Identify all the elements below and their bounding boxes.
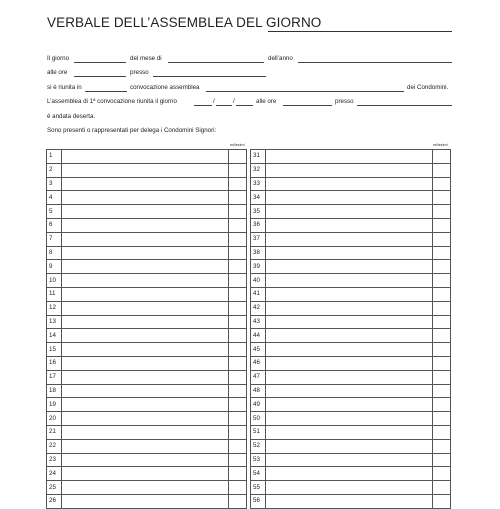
table-row [251, 467, 451, 481]
millesimi-cell[interactable] [433, 356, 451, 370]
condomino-name-cell[interactable] [62, 287, 229, 301]
millesimi-cell[interactable] [229, 412, 247, 426]
row-number: 35 [251, 205, 266, 219]
table-row [251, 412, 451, 426]
row-number: 31 [251, 150, 266, 164]
condomino-name-cell[interactable] [62, 412, 229, 426]
row-number: 53 [251, 453, 266, 467]
millesimi-cell[interactable] [229, 177, 247, 191]
table-row [47, 246, 247, 260]
condomino-name-cell[interactable] [266, 481, 433, 495]
millesimi-cell[interactable] [433, 246, 451, 260]
table-row [251, 246, 451, 260]
millesimi-cell[interactable] [433, 370, 451, 384]
table-row [47, 343, 247, 357]
row-number: 15 [47, 343, 62, 357]
millesimi-cell[interactable] [229, 356, 247, 370]
row-number: 41 [251, 287, 266, 301]
condomino-name-cell[interactable] [266, 329, 433, 343]
millesimi-cell[interactable] [229, 287, 247, 301]
millesimi-cell[interactable] [229, 205, 247, 219]
millesimi-cell[interactable] [229, 301, 247, 315]
condomino-name-cell[interactable] [266, 218, 433, 232]
row-number: 8 [47, 246, 62, 260]
row-number: 10 [47, 274, 62, 288]
table-row [251, 439, 451, 453]
millesimi-cell[interactable] [229, 315, 247, 329]
label-del-mese: del mese di [130, 55, 162, 62]
table-row [251, 191, 451, 205]
table-row [251, 274, 451, 288]
table-row [47, 384, 247, 398]
condomino-name-cell[interactable] [62, 150, 229, 164]
table-row [251, 150, 451, 164]
millesimi-cell[interactable] [433, 412, 451, 426]
row-number: 42 [251, 301, 266, 315]
table-row [251, 232, 451, 246]
millesimi-cell[interactable] [433, 439, 451, 453]
condomino-name-cell[interactable] [62, 439, 229, 453]
condomino-name-cell[interactable] [62, 453, 229, 467]
label-riunita-in: si è riunita in [47, 84, 82, 91]
row-number: 18 [47, 384, 62, 398]
condomino-name-cell[interactable] [62, 301, 229, 315]
millesimi-cell[interactable] [433, 218, 451, 232]
condomino-name-cell[interactable] [62, 467, 229, 481]
condomino-name-cell[interactable] [266, 191, 433, 205]
row-number: 46 [251, 356, 266, 370]
condomino-name-cell[interactable] [266, 274, 433, 288]
millesimi-cell[interactable] [433, 494, 451, 508]
millesimi-cell[interactable] [433, 425, 451, 439]
row-number: 45 [251, 343, 266, 357]
row-number: 3 [47, 177, 62, 191]
table-row [251, 384, 451, 398]
condomino-name-cell[interactable] [62, 274, 229, 288]
row-number: 47 [251, 370, 266, 384]
row-number: 4 [47, 191, 62, 205]
millesimi-cell[interactable] [229, 370, 247, 384]
table-row [47, 439, 247, 453]
row-number: 37 [251, 232, 266, 246]
condomino-name-cell[interactable] [62, 260, 229, 274]
millesimi-cell[interactable] [229, 439, 247, 453]
condomino-name-cell[interactable] [62, 343, 229, 357]
row-number: 44 [251, 329, 266, 343]
field-prima-ore[interactable] [283, 105, 332, 106]
table-row [47, 494, 247, 508]
row-number: 52 [251, 439, 266, 453]
millesimi-header: millesimi [433, 143, 448, 147]
field-tipo-assemblea[interactable] [206, 91, 404, 92]
condomino-name-cell[interactable] [266, 370, 433, 384]
field-mese[interactable] [168, 62, 264, 63]
millesimi-cell[interactable] [229, 163, 247, 177]
table-row [251, 494, 451, 508]
millesimi-cell[interactable] [229, 467, 247, 481]
condomino-name-cell[interactable] [266, 467, 433, 481]
label-alle-ore: alle ore [47, 69, 68, 76]
table-row [251, 370, 451, 384]
row-number: 49 [251, 398, 266, 412]
label-il-giorno: Il giorno [47, 55, 70, 62]
row-number: 39 [251, 260, 266, 274]
condomino-name-cell[interactable] [62, 398, 229, 412]
field-prima-giorno[interactable] [194, 105, 212, 106]
row-number: 1 [47, 150, 62, 164]
table-row [251, 163, 451, 177]
millesimi-cell[interactable] [433, 315, 451, 329]
millesimi-cell[interactable] [433, 163, 451, 177]
millesimi-cell[interactable] [229, 398, 247, 412]
millesimi-cell[interactable] [433, 301, 451, 315]
millesimi-cell[interactable] [433, 343, 451, 357]
table-row [47, 274, 247, 288]
field-convocazione-numero[interactable] [85, 91, 127, 92]
condomino-name-cell[interactable] [62, 329, 229, 343]
condomino-name-cell[interactable] [266, 453, 433, 467]
row-number: 9 [47, 260, 62, 274]
millesimi-cell[interactable] [229, 218, 247, 232]
row-number: 54 [251, 467, 266, 481]
table-row [251, 453, 451, 467]
row-number: 13 [47, 315, 62, 329]
condomino-name-cell[interactable] [266, 287, 433, 301]
millesimi-cell[interactable] [229, 191, 247, 205]
millesimi-cell[interactable] [229, 232, 247, 246]
table-row [251, 287, 451, 301]
condomino-name-cell[interactable] [62, 163, 229, 177]
table-row [47, 218, 247, 232]
row-number: 25 [47, 481, 62, 495]
table-row [251, 398, 451, 412]
table-row [47, 356, 247, 370]
table-row [47, 150, 247, 164]
millesimi-cell[interactable] [433, 205, 451, 219]
table-row [251, 343, 451, 357]
row-number: 48 [251, 384, 266, 398]
condomino-name-cell[interactable] [62, 205, 229, 219]
millesimi-cell[interactable] [433, 453, 451, 467]
millesimi-cell[interactable] [433, 384, 451, 398]
condomino-name-cell[interactable] [266, 412, 433, 426]
row-number: 6 [47, 218, 62, 232]
row-number: 23 [47, 453, 62, 467]
table-row [47, 287, 247, 301]
table-row [47, 425, 247, 439]
condomini-table-right [250, 149, 451, 509]
row-number: 34 [251, 191, 266, 205]
table-row [47, 163, 247, 177]
condomino-name-cell[interactable] [62, 218, 229, 232]
label-presso: presso [130, 69, 149, 76]
table-row [47, 301, 247, 315]
table-row [251, 425, 451, 439]
table-row [47, 370, 247, 384]
millesimi-cell[interactable] [229, 260, 247, 274]
row-number: 24 [47, 467, 62, 481]
row-number: 33 [251, 177, 266, 191]
table-row [251, 481, 451, 495]
label-convocazione: convocazione assemblea [130, 84, 200, 91]
condomino-name-cell[interactable] [62, 425, 229, 439]
row-number: 5 [47, 205, 62, 219]
table-row [47, 329, 247, 343]
millesimi-cell[interactable] [229, 329, 247, 343]
row-number: 17 [47, 370, 62, 384]
label-presenti: Sono presenti o rappresentati per delega i Condomini Signori: [47, 127, 217, 134]
table-row [251, 356, 451, 370]
millesimi-cell[interactable] [433, 329, 451, 343]
condomino-name-cell[interactable] [266, 163, 433, 177]
condomino-name-cell[interactable] [266, 398, 433, 412]
table-row [251, 177, 451, 191]
table-row [251, 260, 451, 274]
condomino-name-cell[interactable] [266, 494, 433, 508]
field-giorno[interactable] [74, 62, 126, 63]
label-prima-convocazione: L’assemblea di 1ª convocazione riunita il giorno [47, 98, 177, 105]
page-title: VERBALE DELL’ASSEMBLEA DEL GIORNO [47, 15, 322, 30]
table-row [47, 232, 247, 246]
table-row [47, 398, 247, 412]
condomino-name-cell[interactable] [266, 177, 433, 191]
condomino-name-cell[interactable] [266, 205, 433, 219]
row-number: 2 [47, 163, 62, 177]
condomino-name-cell[interactable] [266, 343, 433, 357]
label-dei-condomini: dei Condomini. [407, 84, 449, 91]
table-row [251, 205, 451, 219]
table-row [47, 191, 247, 205]
row-number: 12 [47, 301, 62, 315]
row-number: 43 [251, 315, 266, 329]
condomino-name-cell[interactable] [62, 370, 229, 384]
row-number: 56 [251, 494, 266, 508]
millesimi-cell[interactable] [433, 260, 451, 274]
table-row [47, 205, 247, 219]
condomino-name-cell[interactable] [266, 301, 433, 315]
row-number: 50 [251, 412, 266, 426]
row-number: 40 [251, 274, 266, 288]
title-date-line[interactable] [268, 31, 452, 32]
millesimi-cell[interactable] [229, 150, 247, 164]
row-number: 14 [47, 329, 62, 343]
millesimi-cell[interactable] [433, 177, 451, 191]
field-ore[interactable] [74, 76, 126, 77]
condomino-name-cell[interactable] [62, 481, 229, 495]
date-slash: / [213, 98, 215, 105]
label-presso-2: presso [335, 98, 354, 105]
condomino-name-cell[interactable] [266, 246, 433, 260]
condomino-name-cell[interactable] [62, 315, 229, 329]
row-number: 11 [47, 287, 62, 301]
row-number: 36 [251, 218, 266, 232]
millesimi-cell[interactable] [433, 467, 451, 481]
field-presso[interactable] [153, 76, 266, 77]
condomino-name-cell[interactable] [266, 260, 433, 274]
millesimi-cell[interactable] [433, 232, 451, 246]
millesimi-cell[interactable] [433, 274, 451, 288]
label-alle-ore-2: alle ore [256, 98, 277, 105]
table-row [47, 260, 247, 274]
row-number: 38 [251, 246, 266, 260]
row-number: 7 [47, 232, 62, 246]
table-row [47, 177, 247, 191]
condomino-name-cell[interactable] [266, 232, 433, 246]
millesimi-cell[interactable] [229, 343, 247, 357]
condomini-table-left [46, 149, 247, 509]
millesimi-cell[interactable] [433, 481, 451, 495]
row-number: 21 [47, 425, 62, 439]
condomino-name-cell[interactable] [266, 356, 433, 370]
row-number: 51 [251, 425, 266, 439]
millesimi-header: millesimi [230, 143, 245, 147]
label-andata-deserta: è andata deserta. [47, 113, 96, 120]
condomino-name-cell[interactable] [266, 425, 433, 439]
condomino-name-cell[interactable] [266, 384, 433, 398]
row-number: 20 [47, 412, 62, 426]
millesimi-cell[interactable] [229, 481, 247, 495]
field-prima-presso[interactable] [357, 105, 452, 106]
millesimi-cell[interactable] [229, 494, 247, 508]
table-row [47, 453, 247, 467]
condomino-name-cell[interactable] [266, 439, 433, 453]
row-number: 55 [251, 481, 266, 495]
table-row [47, 467, 247, 481]
condomino-name-cell[interactable] [266, 150, 433, 164]
label-anno: dell’anno [268, 55, 293, 62]
field-prima-mese[interactable] [216, 105, 232, 106]
millesimi-cell[interactable] [433, 287, 451, 301]
table-row [251, 218, 451, 232]
row-number: 26 [47, 494, 62, 508]
condomino-name-cell[interactable] [62, 494, 229, 508]
table-row [47, 315, 247, 329]
millesimi-cell[interactable] [433, 150, 451, 164]
millesimi-cell[interactable] [229, 453, 247, 467]
condomino-name-cell[interactable] [62, 191, 229, 205]
millesimi-cell[interactable] [433, 191, 451, 205]
table-row [251, 329, 451, 343]
condomino-name-cell[interactable] [266, 315, 433, 329]
condomino-name-cell[interactable] [62, 356, 229, 370]
condomino-name-cell[interactable] [62, 177, 229, 191]
table-row [251, 315, 451, 329]
millesimi-cell[interactable] [229, 425, 247, 439]
millesimi-cell[interactable] [229, 384, 247, 398]
row-number: 22 [47, 439, 62, 453]
condomino-name-cell[interactable] [62, 232, 229, 246]
millesimi-cell[interactable] [229, 246, 247, 260]
row-number: 16 [47, 356, 62, 370]
row-number: 19 [47, 398, 62, 412]
table-row [47, 481, 247, 495]
date-slash: / [233, 98, 235, 105]
field-prima-anno[interactable] [236, 105, 253, 106]
millesimi-cell[interactable] [229, 274, 247, 288]
table-row [47, 412, 247, 426]
millesimi-cell[interactable] [433, 398, 451, 412]
condomino-name-cell[interactable] [62, 246, 229, 260]
table-row [251, 301, 451, 315]
row-number: 32 [251, 163, 266, 177]
field-anno[interactable] [298, 62, 452, 63]
condomino-name-cell[interactable] [62, 384, 229, 398]
